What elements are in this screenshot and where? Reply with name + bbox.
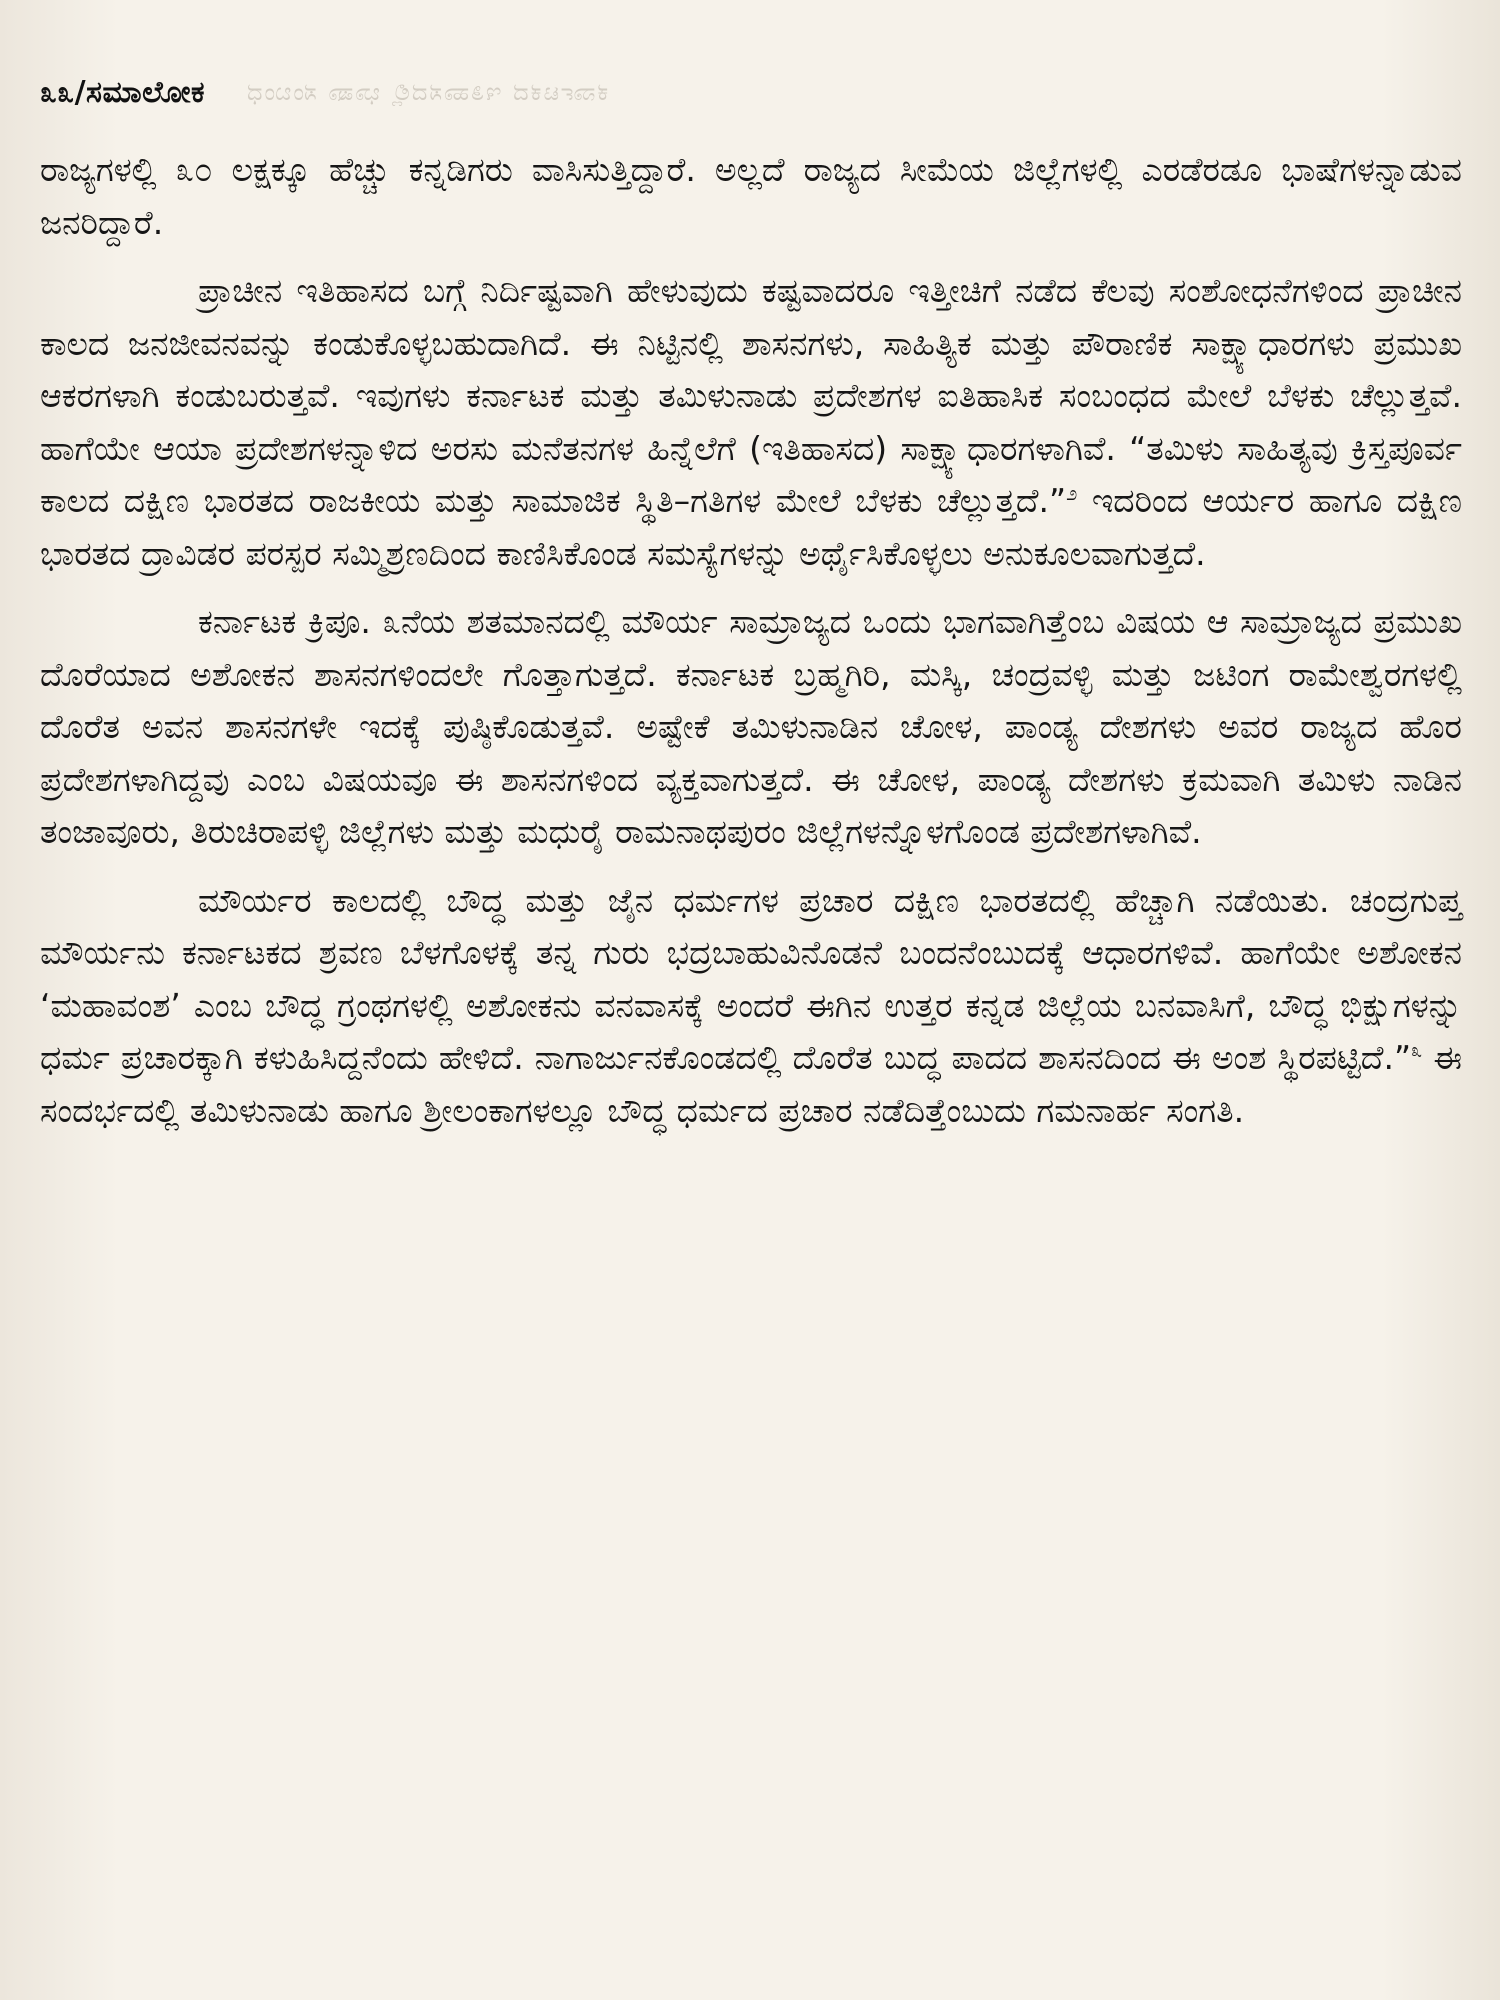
running-head	[40, 70, 1462, 114]
paragraph-1-text: ರಾಜ್ಯಗಳಲ್ಲಿ ೩೦ ಲಕ್ಷಕ್ಕೂ ಹೆಚ್ಚು ಕನ್ನಡಿಗರು ವಾಸಿಸುತ್ತಿದ್ದಾರೆ. ಅಲ್ಲದೆ ರಾಜ್ಯದ ಸೀಮೆಯ ಜಿಲ್ಲೆಗಳಲ್ಲಿ ಎರಡೆರಡೂ ಭಾಷೆಗಳನ್ನಾಡುವ ಜನರಿದ್ದಾರೆ.	[40, 150, 1462, 242]
paragraph-3	[40, 596, 1462, 859]
paragraph-2-text-after: ಇದರಿಂದ ಆರ್ಯರ ಹಾಗೂ ದಕ್ಷಿಣ ಭಾರತದ ದ್ರಾವಿಡರ ಪರಸ್ಪರ ಸಮ್ಮಿಶ್ರಣದಿಂದ ಕಾಣಿಸಿಕೊಂಡ ಸಮಸ್ಯೆಗಳನ್ನು ಅರ್ಥೈಸಿಕೊಳ್ಳಲು ಅನುಕೂಲವಾಗುತ್ತದೆ.	[40, 481, 1463, 573]
paragraph-4	[40, 875, 1462, 1138]
paragraph-2	[40, 265, 1462, 580]
body-text	[40, 144, 1462, 1137]
paragraph-1	[40, 144, 1462, 249]
bleed-through-text: ಕರ್ನಾಟಕದ ಇತಿಹಾಸದಲ್ಲಿ ಭಾಷಾ ಸಂಬಂಧ	[245, 78, 609, 106]
paragraph-3-text: ಕರ್ನಾಟಕ ಕ್ರಿಪೂ. ೩ನೆಯ ಶತಮಾನದಲ್ಲಿ ಮೌರ್ಯ ಸಾಮ್ರಾಜ್ಯದ ಒಂದು ಭಾಗವಾಗಿತ್ತೆಂಬ ವಿಷಯ ಆ ಸಾಮ್ರಾಜ್ಯದ ಪ್ರಮುಖ ದೊರೆಯಾದ ಅಶೋಕನ ಶಾಸನಗಳಿಂದಲೇ ಗೊತ್ತಾಗುತ್ತದೆ. ಕರ್ನಾಟಕ ಬ್ರಹ್ಮಗಿರಿ, ಮಸ್ಕಿ, ಚಂದ್ರವಳ್ಳಿ ಮತ್ತು ಜಟಿಂಗ ರಾಮೇಶ್ವರಗಳಲ್ಲಿ ದೊರೆತ ಅವನ ಶಾಸನಗಳೇ ಇದಕ್ಕೆ ಪುಷ್ಠಿಕೊಡುತ್ತವೆ. ಅಷ್ಟೇಕೆ ತಮಿಳುನಾಡಿನ ಚೋಳ, ಪಾಂಡ್ಯ ದೇಶಗಳು ಅವರ ರಾಜ್ಯದ ಹೊರ ಪ್ರದೇಶಗಳಾಗಿದ್ದವು ಎಂಬ ವಿಷಯವೂ ಈ ಶಾಸನಗಳಿಂದ ವ್ಯಕ್ತವಾಗುತ್ತದೆ. ಈ ಚೋಳ, ಪಾಂಡ್ಯ ದೇಶಗಳು ಕ್ರಮವಾಗಿ ತಮಿಳು ನಾಡಿನ ತಂಜಾವೂರು, ತಿರುಚಿರಾಪಳ್ಳಿ ಜಿಲ್ಲೆಗಳು ಮತ್ತು ಮಧುರೈ ರಾಮನಾಥಪುರಂ ಜಿಲ್ಲೆಗಳನ್ನೊಳಗೊಂಡ ಪ್ರದೇಶಗಳಾಗಿವೆ.	[40, 602, 1462, 851]
page-number-and-title: ೩೩/ಸಮಾಲೋಕ	[40, 74, 206, 110]
footnote-marker: ೩	[1411, 1038, 1423, 1062]
paragraph-4-text: ಮೌರ್ಯರ ಕಾಲದಲ್ಲಿ ಬೌದ್ಧ ಮತ್ತು ಜೈನ ಧರ್ಮಗಳ ಪ್ರಚಾರ ದಕ್ಷಿಣ ಭಾರತದಲ್ಲಿ ಹೆಚ್ಚಾಗಿ ನಡೆಯಿತು. ಚಂದ್ರಗುಪ್ತ ಮೌರ್ಯನು ಕರ್ನಾಟಕದ ಶ್ರವಣ ಬೆಳಗೊಳಕ್ಕೆ ತನ್ನ ಗುರು ಭದ್ರಬಾಹುವಿನೊಡನೆ ಬಂದನೆಂಬುದಕ್ಕೆ ಆಧಾರಗಳಿವೆ. ಹಾಗೆಯೇ ಅಶೋಕನ ‘ಮಹಾವಂಶ’ ಎಂಬ ಬೌದ್ಧ ಗ್ರಂಥಗಳಲ್ಲಿ ಅಶೋಕನು ವನವಾಸಕ್ಕೆ ಅಂದರೆ ಈಗಿನ ಉತ್ತರ ಕನ್ನಡ ಜಿಲ್ಲೆಯ ಬನವಾಸಿಗೆ, ಬೌದ್ಧ ಭಿಕ್ಷುಗಳನ್ನು ಧರ್ಮ ಪ್ರಚಾರಕ್ಕಾಗಿ ಕಳುಹಿಸಿದ್ದನೆಂದು ಹೇಳಿದೆ. ನಾಗಾರ್ಜುನಕೊಂಡದಲ್ಲಿ ದೊರೆತ ಬುದ್ಧ ಪಾದದ ಶಾಸನದಿಂದ ಈ ಅಂಶ ಸ್ಥಿರಪಟ್ಟಿದೆ.”	[40, 880, 1462, 1077]
paragraph-4-text-after: ಈ ಸಂದರ್ಭದಲ್ಲಿ ತಮಿಳುನಾಡು ಹಾಗೂ ಶ್ರೀಲಂಕಾಗಳಲ್ಲೂ ಬೌದ್ಧ ಧರ್ಮದ ಪ್ರಚಾರ ನಡೆದಿತ್ತೆಂಬುದು ಗಮನಾರ್ಹ ಸಂಗತಿ.	[40, 1038, 1462, 1130]
paragraph-2-text: ಪ್ರಾಚೀನ ಇತಿಹಾಸದ ಬಗ್ಗೆ ನಿರ್ದಿಷ್ಟವಾಗಿ ಹೇಳುವುದು ಕಷ್ಟವಾದರೂ ಇತ್ತೀಚಿಗೆ ನಡೆದ ಕೆಲವು ಸಂಶೋಧನೆಗಳಿಂದ ಪ್ರಾಚೀನ ಕಾಲದ ಜನಜೀವನವನ್ನು ಕಂಡುಕೊಳ್ಳಬಹುದಾಗಿದೆ. ಈ ನಿಟ್ಟಿನಲ್ಲಿ ಶಾಸನಗಳು, ಸಾಹಿತ್ಯಿಕ ಮತ್ತು ಪೌರಾಣಿಕ ಸಾಕ್ಷ್ಯಾಧಾರಗಳು ಪ್ರಮುಖ ಆಕರಗಳಾಗಿ ಕಂಡುಬರುತ್ತವೆ. ಇವುಗಳು ಕರ್ನಾಟಕ ಮತ್ತು ತಮಿಳುನಾಡು ಪ್ರದೇಶಗಳ ಐತಿಹಾಸಿಕ ಸಂಬಂಧದ ಮೇಲೆ ಬೆಳಕು ಚೆಲ್ಲುತ್ತವೆ. ಹಾಗೆಯೇ ಆಯಾ ಪ್ರದೇಶಗಳನ್ನಾಳಿದ ಅರಸು ಮನೆತನಗಳ ಹಿನ್ನೆಲೆಗೆ (ಇತಿಹಾಸದ) ಸಾಕ್ಷ್ಯಾಧಾರಗಳಾಗಿವೆ. “ತಮಿಳು ಸಾಹಿತ್ಯವು ಕ್ರಿಸ್ತಪೂರ್ವ ಕಾಲದ ದಕ್ಷಿಣ ಭಾರತದ ರಾಜಕೀಯ ಮತ್ತು ಸಾಮಾಜಿಕ ಸ್ಥಿತಿ–ಗತಿಗಳ ಮೇಲೆ ಬೆಳಕು ಚೆಲ್ಲುತ್ತದೆ.”	[40, 271, 1462, 520]
footnote-marker: ೨	[1066, 481, 1078, 505]
